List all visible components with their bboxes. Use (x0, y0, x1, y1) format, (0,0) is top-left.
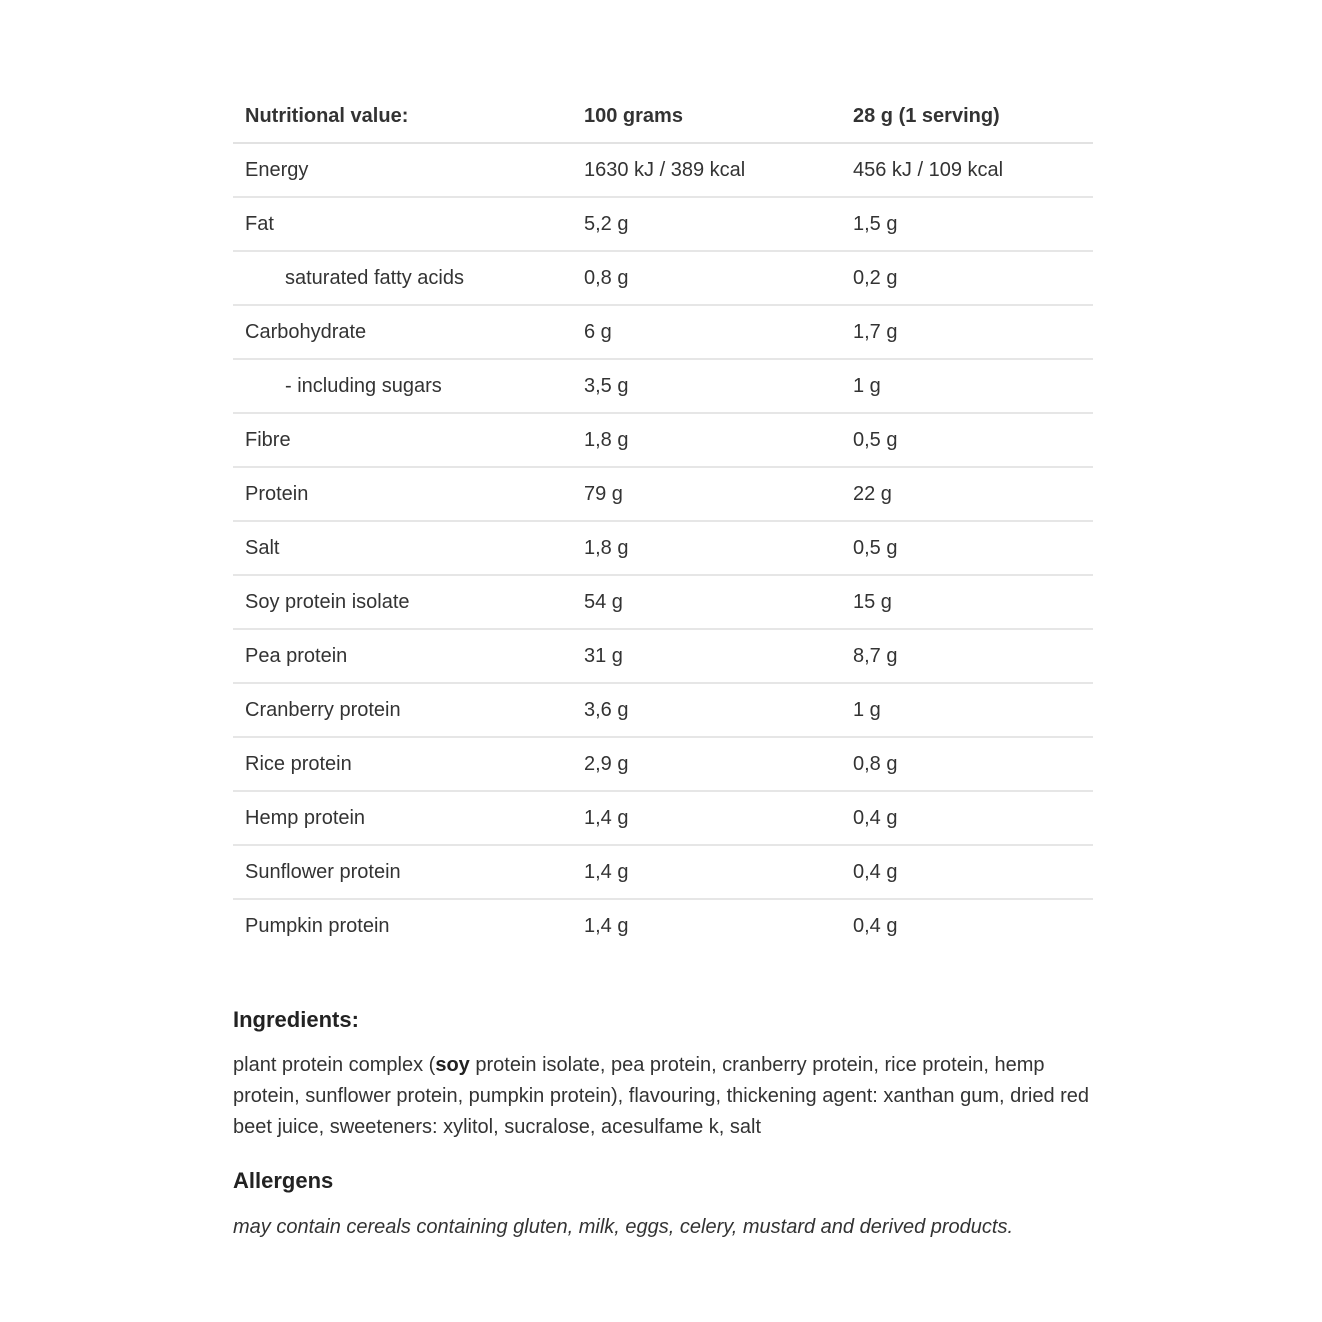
nutrient-name: Fat (233, 197, 572, 251)
ingredients-text-rest: protein isolate, pea protein, cranberry protein, rice protein, hemp protein, sunflower protein, pumpkin protein), flavouring, thickening agent: xanthan gum, dried red beet juice, sweeteners: xylitol, sucralose, acesulfame k, salt (233, 1054, 1090, 1138)
value-per-100g: 0,8 g (572, 251, 841, 305)
header-per-serving: 28 g (1 serving) (841, 89, 1093, 143)
table-row (233, 359, 1093, 413)
value-per-serving: 1 g (841, 683, 1093, 737)
table-row (233, 899, 1093, 952)
nutrient-name: saturated fatty acids (233, 251, 572, 305)
table-row (233, 575, 1093, 629)
value-per-100g: 79 g (572, 467, 841, 521)
table-row (233, 305, 1093, 359)
value-per-100g: 5,2 g (572, 197, 841, 251)
nutrient-name: - including sugars (233, 359, 572, 413)
table-row (233, 629, 1093, 683)
value-per-serving: 0,4 g (853, 915, 898, 937)
value-per-serving: 22 g (841, 467, 1093, 521)
value-per-serving: 0,4 g (841, 845, 1093, 899)
value-per-serving: 1,7 g (841, 305, 1093, 359)
nutrient-name: Fibre (233, 413, 572, 467)
table-row (233, 197, 1093, 251)
ingredients-text-start: plant protein complex ( (233, 1054, 436, 1076)
ingredients-allergen-bold: soy (435, 1054, 470, 1076)
nutrient-name: Pumpkin protein (245, 915, 390, 937)
header-nutritional-value: Nutritional value: (233, 89, 572, 143)
nutrient-name: Hemp protein (233, 791, 572, 845)
value-per-serving: 0,5 g (841, 521, 1093, 575)
value-per-100g: 1,4 g (572, 845, 841, 899)
table-row (233, 683, 1093, 737)
value-per-serving: 456 kJ / 109 kcal (841, 143, 1093, 197)
value-per-serving: 8,7 g (841, 629, 1093, 683)
ingredients-text (233, 1050, 1093, 1143)
table-row (233, 413, 1093, 467)
table-row (233, 521, 1093, 575)
table-row (233, 251, 1093, 305)
value-per-100g: 3,5 g (572, 359, 841, 413)
ingredients-title: Ingredients: (233, 1007, 359, 1032)
nutrition-table (233, 89, 1093, 952)
allergens-title: Allergens (233, 1168, 334, 1193)
value-per-100g: 1630 kJ / 389 kcal (572, 143, 841, 197)
nutrient-name: Salt (233, 521, 572, 575)
nutrient-name: Protein (233, 467, 572, 521)
value-per-100g: 31 g (572, 629, 841, 683)
value-per-100g: 1,4 g (584, 915, 629, 937)
value-per-serving: 0,4 g (841, 791, 1093, 845)
nutrition-body (233, 143, 1093, 952)
value-per-100g: 2,9 g (572, 737, 841, 791)
nutrition-header-row (233, 89, 1093, 143)
table-row (233, 737, 1093, 791)
nutrient-name: Sunflower protein (233, 845, 572, 899)
value-per-100g: 3,6 g (572, 683, 841, 737)
value-per-100g: 1,8 g (572, 413, 841, 467)
table-row (233, 791, 1093, 845)
table-row (233, 467, 1093, 521)
value-per-100g: 1,8 g (572, 521, 841, 575)
table-row (233, 143, 1093, 197)
value-per-100g: 6 g (572, 305, 841, 359)
nutrient-name: Soy protein isolate (233, 575, 572, 629)
value-per-serving: 1 g (841, 359, 1093, 413)
allergens-text: may contain cereals containing gluten, milk, eggs, celery, mustard and derived products. (233, 1216, 1014, 1238)
nutrient-name: Rice protein (233, 737, 572, 791)
table-row (233, 845, 1093, 899)
value-per-100g: 1,4 g (572, 791, 841, 845)
header-per-100g: 100 grams (572, 89, 841, 143)
nutrient-name: Energy (233, 143, 572, 197)
value-per-100g: 54 g (572, 575, 841, 629)
value-per-serving: 0,5 g (841, 413, 1093, 467)
value-per-serving: 15 g (841, 575, 1093, 629)
nutrient-name: Cranberry protein (233, 683, 572, 737)
value-per-serving: 0,2 g (841, 251, 1093, 305)
nutrient-name: Carbohydrate (233, 305, 572, 359)
product-info (233, 89, 1093, 1241)
value-per-serving: 1,5 g (841, 197, 1093, 251)
nutrient-name: Pea protein (233, 629, 572, 683)
value-per-serving: 0,8 g (841, 737, 1093, 791)
